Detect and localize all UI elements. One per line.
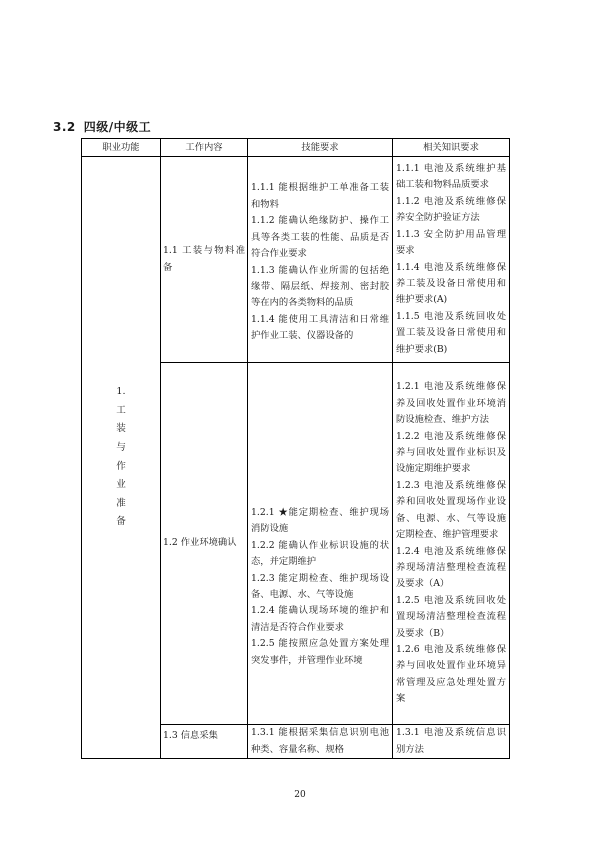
knowledge-item: 1.2.2 电池及系统维修保养与回收处置作业标识及设施定期维护要求 xyxy=(396,430,506,475)
knowledge-item: 1.2.4 电池及系统维修保养现场清洁整理检查流程及要求（A） xyxy=(396,545,506,590)
work-content-cell: 1.3 信息采集 xyxy=(161,725,248,759)
knowledge-cell xyxy=(393,725,510,759)
skill-item: 1.2.4 能确认现场环境的维护和清洁是否符合作业要求 xyxy=(251,605,389,633)
header-work-content: 工作内容 xyxy=(161,139,248,157)
skill-item: 1.1.2 能确认绝缘防护、操作工具等各类工装的性能、品质是否符合作业要求 xyxy=(251,215,389,260)
knowledge-item: 1.2.1 电池及系统维修保养及回收处置作业环境消防设施检查、维护方法 xyxy=(396,381,506,426)
skill-item: 1.3.1 能根据采集信息识别电池种类、容量名称、规格 xyxy=(251,727,389,755)
function-cell xyxy=(82,157,161,759)
knowledge-item: 1.2.3 电池及系统维修保养和回收处置现场作业设备、电源、水、气等设施定期检查、维护管理要求 xyxy=(396,479,506,541)
skill-requirements-table xyxy=(81,138,510,759)
section-title: 四级/中级工 xyxy=(83,120,152,134)
skill-item: 1.1.3 能确认作业所需的包括绝缘带、隔层纸、焊接剂、密封胶等在内的各类物料的品质 xyxy=(251,264,389,309)
work-content-cell: 1.2 作业环境确认 xyxy=(161,363,248,725)
skill-item: 1.2.3 能定期检查、维护现场设备、电源、水、气等设施 xyxy=(251,572,389,600)
skill-cell xyxy=(248,157,393,363)
header-skill-requirements: 技能要求 xyxy=(248,139,393,157)
knowledge-item: 1.1.2 电池及系统维修保养安全防护验证方法 xyxy=(396,195,506,224)
knowledge-item: 1.1.5 电池及系统回收处置工装及设备日常使用和维护要求(B) xyxy=(396,310,506,355)
header-knowledge-requirements: 相关知识要求 xyxy=(393,139,510,157)
knowledge-cell xyxy=(393,363,510,725)
skill-item: 1.2.5 能按照应急处置方案处理突发事件，并管理作业环境 xyxy=(251,638,389,666)
skill-item: 1.1.4 能使用工具清洁和日常维护作业工装、仪器设备的 xyxy=(251,313,389,342)
knowledge-item: 1.3.1 电池及系统信息识别方法 xyxy=(396,727,506,755)
knowledge-cell xyxy=(393,157,510,363)
work-content-cell: 1.1 工装与物料准备 xyxy=(161,157,248,363)
skill-cell xyxy=(248,363,393,725)
table-header-row xyxy=(82,139,510,157)
page-number: 20 xyxy=(294,790,306,800)
header-function: 职业功能 xyxy=(82,139,161,157)
knowledge-item: 1.2.6 电池及系统维修保养与回收处置作业环境异常管理及应急处理处置方案 xyxy=(396,643,506,705)
skill-item: 1.1.1 能根据维护工单准备工装和物料 xyxy=(251,182,389,210)
function-label: 1. 工 装 与 作 业 准 备 xyxy=(116,386,126,528)
section-number: 3.2 xyxy=(53,120,76,134)
knowledge-item: 1.1.4 电池及系统维修保养工装及设备日常使用和维护要求(A) xyxy=(396,261,506,306)
knowledge-item: 1.1.3 安全防护用品管理要求 xyxy=(396,228,506,257)
section-heading xyxy=(53,118,151,135)
skill-item: 1.2.2 能确认作业标识设施的状态，并定期维护 xyxy=(251,539,389,568)
skill-item: 1.2.1 ★能定期检查、维护现场消防设施 xyxy=(251,506,389,535)
knowledge-item: 1.2.5 电池及系统回收处置现场清洁整理检查流程及要求（B） xyxy=(396,594,506,639)
knowledge-item: 1.1.1 电池及系统维护基础工装和物料品质要求 xyxy=(396,163,506,191)
table-row xyxy=(82,157,510,363)
skill-cell xyxy=(248,725,393,759)
